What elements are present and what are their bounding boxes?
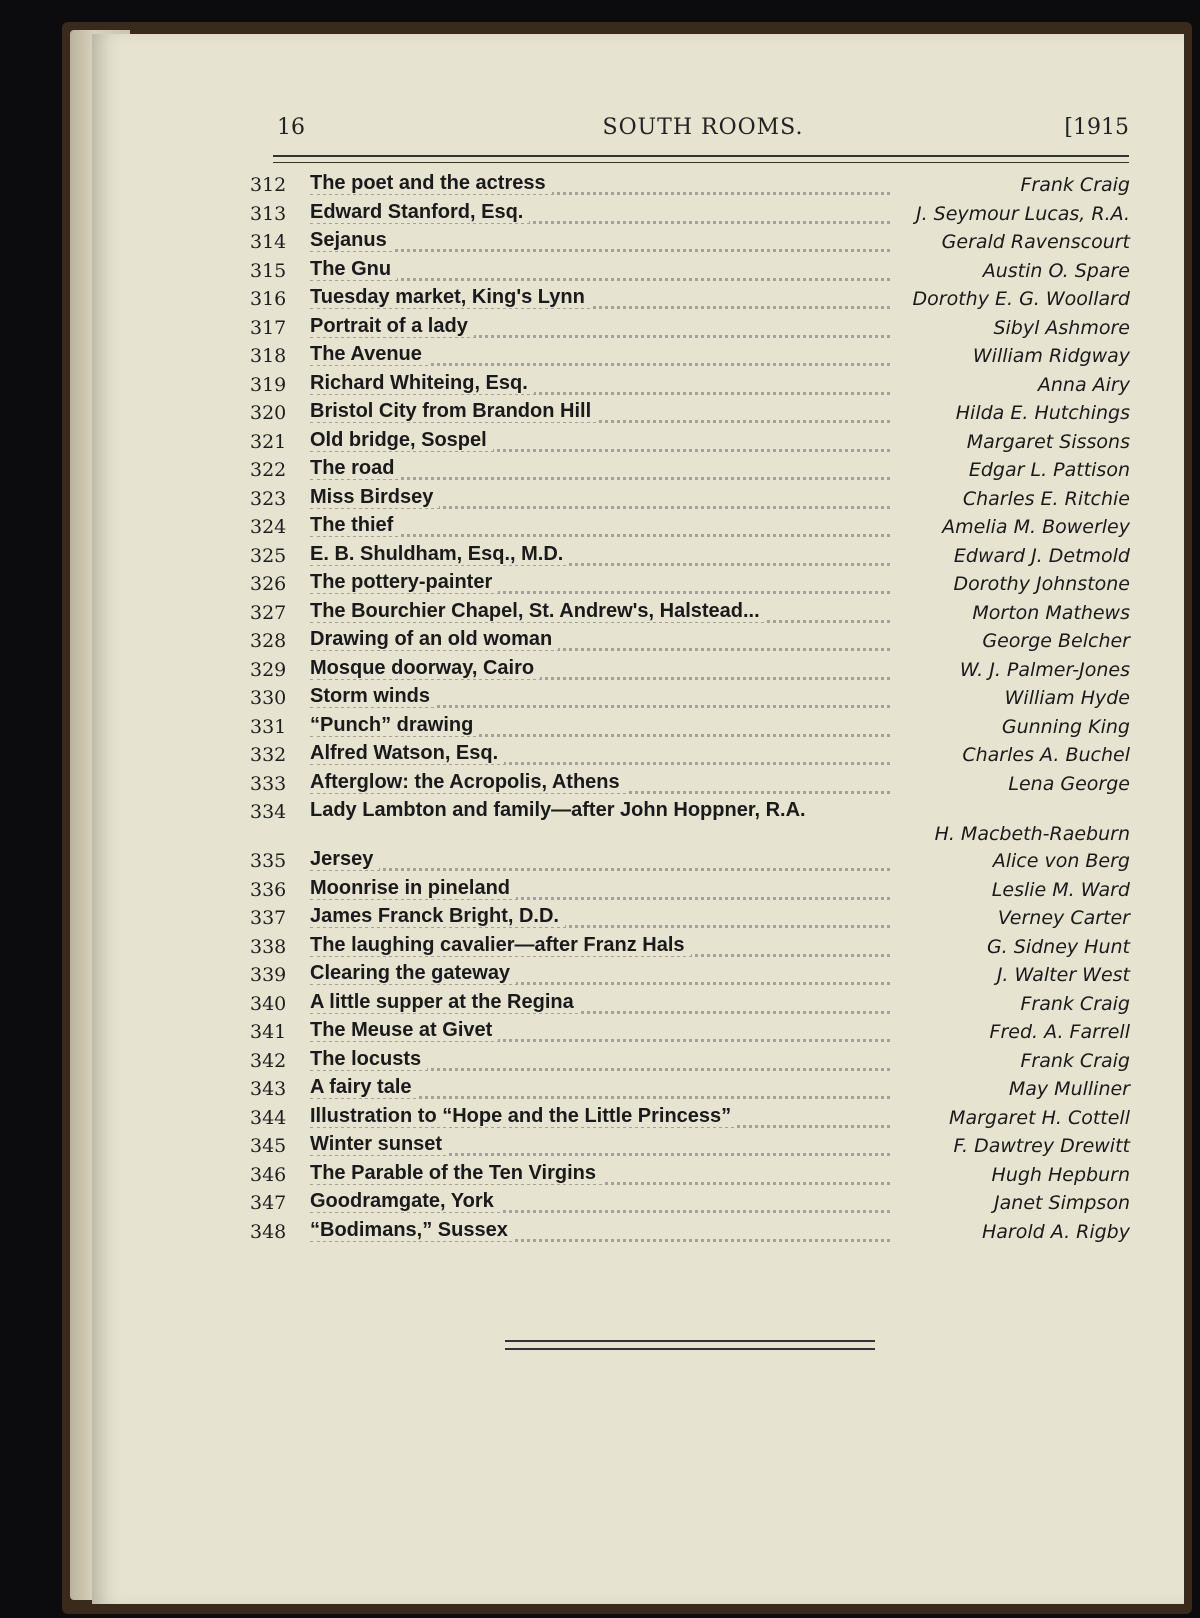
catalogue-entry — [250, 877, 1130, 906]
entry-number: 334 — [250, 801, 287, 823]
entry-number: 320 — [250, 402, 287, 424]
entry-number: 321 — [250, 430, 287, 453]
entry-title-text: The poet and the actress — [310, 172, 552, 194]
entry-title-text: The road — [310, 457, 400, 479]
year-label: [1915 — [1064, 115, 1129, 140]
entry-title — [310, 628, 558, 651]
page-number: 16 — [277, 115, 305, 140]
entry-number: 325 — [250, 544, 287, 567]
entry-number: 348 — [250, 1220, 287, 1243]
entry-number: 337 — [250, 907, 287, 929]
catalogue-entry — [250, 457, 1130, 486]
entry-artist: Lena George — [1002, 773, 1130, 795]
entry-artist: Verney Carter — [992, 907, 1130, 929]
entry-number: 327 — [250, 601, 287, 624]
entry-number: 329 — [250, 658, 287, 681]
entry-artist: Frank Craig — [1014, 993, 1130, 1015]
entry-title — [310, 714, 479, 737]
entry-title-text: The pottery-painter — [310, 571, 498, 593]
entry-number: 319 — [250, 373, 287, 396]
entry-title-text: Illustration to “Hope and the Little Princess” — [310, 1105, 737, 1127]
catalogue-entry — [250, 1105, 1130, 1134]
entry-artist: Hilda E. Hutchings — [950, 402, 1130, 424]
entry-number: 341 — [250, 1021, 287, 1043]
entry-number: 314 — [250, 231, 287, 253]
entry-artist: J. Seymour Lucas, R.A. — [910, 203, 1130, 225]
entry-title — [310, 1019, 498, 1042]
catalogue-entry — [250, 514, 1130, 543]
entry-title — [310, 799, 812, 822]
entry-title-text: Tuesday market, King's Lynn — [310, 286, 591, 308]
entry-title-text: The laughing cavalier—after Franz Hals — [310, 934, 691, 956]
catalogue-list — [250, 172, 1130, 1247]
catalogue-entry — [250, 1190, 1130, 1219]
entry-title-text: A fairy tale — [310, 1076, 418, 1098]
entry-title-text: Winter sunset — [310, 1133, 448, 1155]
closing-rule — [505, 1340, 875, 1350]
entry-artist: Frank Craig — [1014, 174, 1130, 196]
entry-title — [310, 848, 379, 871]
entry-title-text: “Punch” drawing — [310, 714, 479, 736]
entry-number: 313 — [250, 202, 287, 225]
catalogue-entry — [250, 486, 1130, 515]
entry-number: 328 — [250, 630, 287, 652]
entry-title-text: A little supper at the Regina — [310, 991, 580, 1013]
entry-artist: Fred. A. Farrell — [984, 1021, 1130, 1043]
entry-title-text: Alfred Watson, Esq. — [310, 742, 504, 764]
catalogue-entry — [250, 1076, 1130, 1105]
entry-title — [310, 1133, 448, 1156]
entry-title — [310, 657, 540, 680]
entry-artist: Edward J. Detmold — [948, 545, 1130, 567]
entry-title — [310, 1105, 737, 1128]
header-rule — [273, 155, 1129, 163]
entry-title — [310, 877, 516, 900]
entry-title — [310, 771, 626, 794]
catalogue-entry — [250, 315, 1130, 344]
catalogue-entry — [250, 905, 1130, 934]
entry-title — [310, 429, 493, 452]
entry-title-text: Drawing of an old woman — [310, 628, 558, 650]
entry-number: 335 — [250, 850, 287, 872]
catalogue-entry — [250, 1162, 1130, 1191]
entry-artist: Margaret Sissons — [961, 431, 1130, 453]
catalogue-entry — [250, 429, 1130, 458]
entry-title — [310, 742, 504, 765]
entry-title — [310, 343, 428, 366]
entry-title-text: Storm winds — [310, 685, 436, 707]
entry-title — [310, 991, 580, 1014]
entry-artist: William Ridgway — [967, 345, 1130, 367]
entry-title-text: Richard Whiteing, Esq. — [310, 372, 534, 394]
entry-artist: May Mulliner — [1003, 1078, 1130, 1100]
entry-number: 347 — [250, 1192, 287, 1214]
entry-title-text: Jersey — [310, 848, 379, 870]
catalogue-entry — [250, 991, 1130, 1020]
entry-title — [310, 286, 591, 309]
entry-title — [310, 685, 436, 708]
entry-number: 315 — [250, 259, 287, 282]
catalogue-entry — [250, 628, 1130, 657]
catalogue-entry — [250, 372, 1130, 401]
catalogue-entry — [250, 600, 1130, 629]
catalogue-entry — [250, 934, 1130, 963]
entry-title-text: Bristol City from Brandon Hill — [310, 400, 597, 422]
entry-title — [310, 258, 397, 281]
catalogue-entry — [250, 799, 1130, 848]
entry-title — [310, 1190, 500, 1213]
entry-artist: J. Walter West — [991, 964, 1130, 986]
dot-leader — [310, 233, 890, 252]
entry-number: 338 — [250, 935, 287, 958]
entry-title-text: Portrait of a lady — [310, 315, 474, 337]
catalogue-entry — [250, 1133, 1130, 1162]
entry-title — [310, 1048, 427, 1071]
catalogue-entry — [250, 172, 1130, 201]
catalogue-entry — [250, 258, 1130, 287]
entry-number: 330 — [250, 687, 287, 709]
entry-number: 336 — [250, 878, 287, 901]
entry-title-text: Sejanus — [310, 229, 393, 251]
entry-title — [310, 400, 597, 423]
entry-number: 344 — [250, 1106, 287, 1129]
catalogue-entry — [250, 714, 1130, 743]
entry-title-text: Edward Stanford, Esq. — [310, 201, 529, 223]
entry-number: 345 — [250, 1135, 287, 1157]
catalogue-entry — [250, 286, 1130, 315]
catalogue-entry — [250, 400, 1130, 429]
entry-number: 343 — [250, 1078, 287, 1100]
entry-title-text: Mosque doorway, Cairo — [310, 657, 540, 679]
entry-title — [310, 600, 766, 623]
entry-title — [310, 905, 565, 928]
entry-artist: Charles E. Ritchie — [957, 488, 1130, 510]
entry-artist: George Belcher — [976, 630, 1130, 652]
entry-title-text: The thief — [310, 514, 399, 536]
entry-number: 331 — [250, 715, 287, 738]
entry-title — [310, 372, 534, 395]
catalogue-entry — [250, 543, 1130, 572]
entry-title-text: E. B. Shuldham, Esq., M.D. — [310, 543, 569, 565]
entry-artist: H. Macbeth-Raeburn — [929, 823, 1130, 845]
catalogue-entry — [250, 1019, 1130, 1048]
catalogue-entry — [250, 571, 1130, 600]
entry-title-text: The locusts — [310, 1048, 427, 1070]
entry-artist: F. Dawtrey Drewitt — [948, 1135, 1130, 1157]
entry-title-text: James Franck Bright, D.D. — [310, 905, 565, 927]
entry-number: 323 — [250, 487, 287, 510]
entry-number: 316 — [250, 288, 287, 310]
entry-artist: Charles A. Buchel — [956, 744, 1130, 766]
entry-artist: Alice von Berg — [987, 850, 1130, 872]
entry-number: 322 — [250, 459, 287, 481]
entry-title-text: Miss Birdsey — [310, 486, 439, 508]
entry-title — [310, 543, 569, 566]
entry-title — [310, 1219, 514, 1242]
entry-number: 324 — [250, 516, 287, 538]
entry-artist: Austin O. Spare — [977, 260, 1130, 282]
entry-title — [310, 229, 393, 252]
entry-artist: Edgar L. Pattison — [963, 459, 1130, 481]
entry-artist: W. J. Palmer-Jones — [954, 659, 1130, 681]
entry-number: 318 — [250, 345, 287, 367]
catalogue-entry — [250, 685, 1130, 714]
entry-number: 346 — [250, 1163, 287, 1186]
entry-title-text: Afterglow: the Acropolis, Athens — [310, 771, 626, 793]
entry-artist: Hugh Hepburn — [986, 1164, 1130, 1186]
catalogue-entry — [250, 771, 1130, 800]
entry-artist: Gerald Ravenscourt — [936, 231, 1130, 253]
entry-title — [310, 514, 399, 537]
dot-leader — [310, 852, 890, 871]
entry-title-text: Old bridge, Sospel — [310, 429, 493, 451]
entry-title — [310, 962, 516, 985]
section-title: SOUTH ROOMS. — [602, 115, 804, 140]
catalogue-entry — [250, 1219, 1130, 1248]
entry-title-text: Moonrise in pineland — [310, 877, 516, 899]
catalogue-entry — [250, 343, 1130, 372]
entry-artist: Dorothy Johnstone — [948, 573, 1130, 595]
entry-number: 312 — [250, 174, 287, 196]
entry-artist: Sibyl Ashmore — [987, 317, 1130, 339]
entry-artist: Dorothy E. G. Woollard — [907, 288, 1130, 310]
catalogue-entry — [250, 962, 1130, 991]
entry-title — [310, 201, 529, 224]
entry-title-text: The Parable of the Ten Virgins — [310, 1162, 602, 1184]
entry-title — [310, 486, 439, 509]
entry-title — [310, 457, 400, 480]
entry-artist: William Hyde — [999, 687, 1130, 709]
entry-artist: Anna Airy — [1032, 374, 1130, 396]
catalogue-entry — [250, 1048, 1130, 1077]
entry-artist: Frank Craig — [1014, 1050, 1130, 1072]
entry-artist: Harold A. Rigby — [976, 1221, 1130, 1243]
entry-title — [310, 172, 552, 195]
entry-title — [310, 315, 474, 338]
entry-title-text: Lady Lambton and family—after John Hoppner, R.A. — [310, 799, 812, 821]
entry-number: 333 — [250, 772, 287, 795]
entry-artist: G. Sidney Hunt — [981, 936, 1130, 958]
entry-title-text: The Gnu — [310, 258, 397, 280]
entry-number: 340 — [250, 992, 287, 1015]
entry-number: 326 — [250, 573, 287, 595]
running-head — [277, 115, 1129, 151]
catalogue-entry — [250, 201, 1130, 230]
entry-artist: Morton Mathews — [966, 602, 1130, 624]
entry-title-text: “Bodimans,” Sussex — [310, 1219, 514, 1241]
entry-title-text: The Bourchier Chapel, St. Andrew's, Halstead... — [310, 600, 766, 622]
entry-title — [310, 934, 691, 957]
entry-number: 339 — [250, 964, 287, 986]
entry-title-text: The Meuse at Givet — [310, 1019, 498, 1041]
entry-number: 317 — [250, 316, 287, 339]
entry-artist: Margaret H. Cottell — [943, 1107, 1130, 1129]
entry-title-text: Clearing the gateway — [310, 962, 516, 984]
catalogue-entry — [250, 742, 1130, 771]
catalogue-entry — [250, 229, 1130, 258]
entry-title — [310, 571, 498, 594]
entry-artist: Amelia M. Bowerley — [936, 516, 1130, 538]
entry-artist: Leslie M. Ward — [986, 879, 1130, 901]
entry-number: 332 — [250, 744, 287, 766]
entry-artist: Gunning King — [996, 716, 1130, 738]
entry-title — [310, 1162, 602, 1185]
entry-title-text: The Avenue — [310, 343, 428, 365]
entry-artist: Janet Simpson — [988, 1192, 1130, 1214]
entry-title-text: Goodramgate, York — [310, 1190, 500, 1212]
entry-title — [310, 1076, 418, 1099]
catalogue-entry — [250, 848, 1130, 877]
catalogue-entry — [250, 657, 1130, 686]
entry-number: 342 — [250, 1049, 287, 1072]
